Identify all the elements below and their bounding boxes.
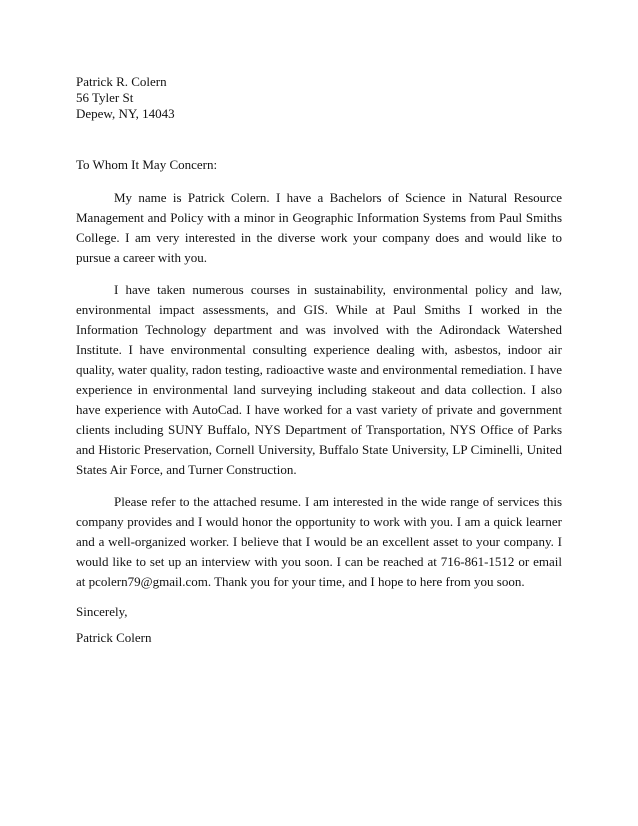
signature-name: Patrick Colern: [76, 630, 152, 645]
body-paragraph-2: I have taken numerous courses in sustainability, environmental policy and law, environmental impact assessments, and GIS. While at Paul Smiths I worked in the Information Technology department and was involved with the Adirondack Watershed Institute. I have environmental consulting experience dealing with, asbestos, indoor air quality, water quality, radon testing, radioactive waste and environmental remediation. I have experience in environmental land surveying including stakeout and data collection. I also have experience with AutoCad. I have worked for a vast variety of private and government clients including SUNY Buffalo, NYS Department of Transportation, NYS Office of Parks and Historic Preservation, Cornell University, Buffalo State University, LP Ciminelli, United States Air Force, and Turner Construction.: [76, 282, 562, 477]
salutation: To Whom It May Concern:: [76, 157, 218, 172]
sender-street: 56 Tyler St: [76, 90, 134, 105]
body-paragraph-3: Please refer to the attached resume. I am interested in the wide range of services this company provides and I would honor the opportunity to work with you. I am a quick learner and a well-organized worker. I believe that I would be an excellent asset to your company. I would like to set up an interview with you soon. I can be reached at 716-861-1512 or email at pcolern79@gmail.com. Thank you for your time, and I hope to here from you soon.: [76, 494, 562, 589]
sender-city-line: Depew, NY, 14043: [76, 106, 175, 121]
sender-address: [76, 74, 562, 122]
sender-name: Patrick R. Colern: [76, 74, 167, 89]
closing: Sincerely,: [76, 604, 128, 619]
cover-letter: [76, 74, 562, 646]
body-paragraph-1: My name is Patrick Colern. I have a Bachelors of Science in Natural Resource Management and Policy with a minor in Geographic Information Systems from Paul Smiths College. I am very interested in the diverse work your company does and would like to pursue a career with you.: [76, 190, 562, 265]
